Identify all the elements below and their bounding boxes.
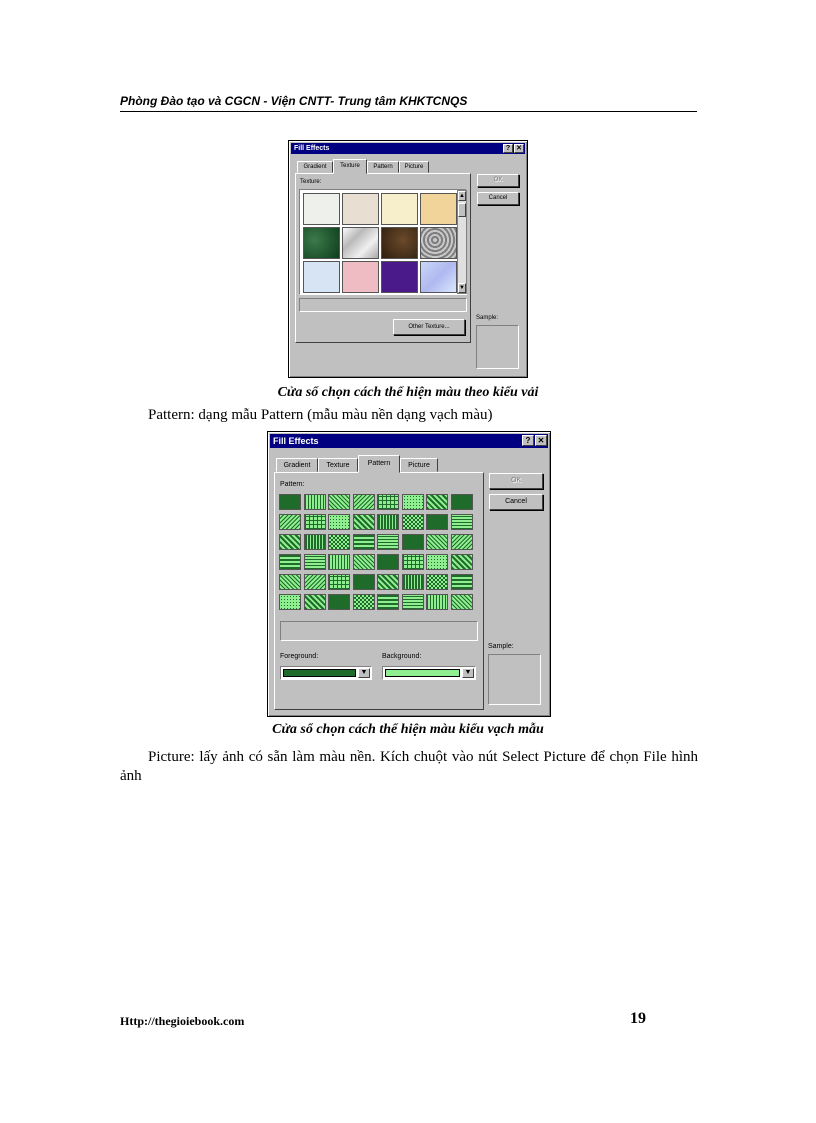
texture-swatch[interactable]: [342, 261, 379, 293]
help-button[interactable]: ?: [503, 144, 513, 153]
paragraph-picture: Picture: lấy ảnh có sẵn làm màu nền. Kích chuột vào nút Select Picture để chọn File hình ảnh: [120, 749, 698, 784]
pattern-swatch[interactable]: [304, 554, 326, 570]
pattern-grid[interactable]: [279, 494, 479, 616]
page-header: Phòng Đào tạo và CGCN - Viện CNTT- Trung tâm KHKTCNQS: [120, 94, 468, 108]
pattern-swatch[interactable]: [328, 494, 350, 510]
pattern-swatch[interactable]: [426, 554, 448, 570]
pattern-swatch[interactable]: [451, 574, 473, 590]
pattern-swatch[interactable]: [328, 554, 350, 570]
texture-swatch[interactable]: [381, 227, 418, 259]
chevron-down-icon[interactable]: ▼: [358, 668, 370, 678]
pattern-swatch[interactable]: [377, 514, 399, 530]
pattern-swatch[interactable]: [402, 514, 424, 530]
pattern-swatch[interactable]: [451, 554, 473, 570]
scroll-thumb[interactable]: [458, 203, 466, 217]
cancel-button[interactable]: Cancel: [477, 192, 519, 205]
texture-grid[interactable]: [299, 189, 467, 295]
tab-texture[interactable]: Texture: [333, 159, 367, 174]
foreground-color: [283, 669, 356, 677]
chevron-down-icon[interactable]: ▼: [462, 668, 474, 678]
pattern-swatch[interactable]: [328, 534, 350, 550]
texture-scrollbar[interactable]: [457, 190, 467, 294]
pattern-swatch[interactable]: [377, 574, 399, 590]
scroll-down-icon[interactable]: ▼: [459, 285, 465, 291]
pattern-swatch[interactable]: [353, 534, 375, 550]
caption-pattern: Cửa sổ chọn cách thể hiện màu kiểu vạch mẫu: [272, 722, 544, 737]
pattern-swatch[interactable]: [304, 494, 326, 510]
footer-url: Http://thegioiebook.com: [120, 1014, 245, 1028]
pattern-swatch[interactable]: [426, 594, 448, 610]
pattern-swatch[interactable]: [377, 554, 399, 570]
page-number: 19: [630, 1010, 646, 1027]
foreground-label: Foreground:: [280, 653, 319, 660]
texture-swatch[interactable]: [420, 261, 457, 293]
scroll-up-icon[interactable]: ▲: [459, 193, 465, 199]
pattern-swatch[interactable]: [328, 594, 350, 610]
pattern-swatch[interactable]: [377, 534, 399, 550]
pattern-label: Pattern:: [280, 481, 305, 488]
header-rule: [120, 111, 697, 112]
pattern-swatch[interactable]: [353, 514, 375, 530]
pattern-swatch[interactable]: [451, 594, 473, 610]
pattern-swatch[interactable]: [279, 594, 301, 610]
texture-swatch[interactable]: [342, 193, 379, 225]
close-button[interactable]: ✕: [535, 435, 547, 446]
tab-texture[interactable]: Texture: [318, 458, 358, 472]
fill-effects-dialog-texture: [288, 140, 528, 378]
dialog-title: Fill Effects: [273, 436, 319, 446]
tab-gradient[interactable]: Gradient: [276, 458, 318, 472]
other-texture-button[interactable]: Other Texture...: [393, 319, 465, 335]
pattern-swatch[interactable]: [353, 574, 375, 590]
tab-gradient[interactable]: Gradient: [297, 161, 333, 173]
pattern-swatch[interactable]: [426, 494, 448, 510]
pattern-swatch[interactable]: [451, 514, 473, 530]
texture-swatch[interactable]: [303, 193, 340, 225]
pattern-swatch[interactable]: [451, 494, 473, 510]
foreground-select[interactable]: [280, 666, 372, 680]
pattern-swatch[interactable]: [353, 494, 375, 510]
sample-preview: [488, 654, 541, 705]
pattern-swatch[interactable]: [279, 554, 301, 570]
help-button[interactable]: ?: [522, 435, 534, 446]
paragraph-pattern: Pattern: dạng mẫu Pattern (mẫu màu nền dạng vạch màu): [148, 407, 493, 423]
texture-name-box: [299, 298, 467, 312]
texture-swatch[interactable]: [381, 261, 418, 293]
fill-effects-dialog-pattern: [267, 431, 551, 717]
caption-texture: Cửa sổ chọn cách thể hiện màu theo kiểu vải: [277, 385, 539, 400]
texture-swatch[interactable]: [420, 193, 457, 225]
pattern-swatch[interactable]: [279, 514, 301, 530]
pattern-swatch[interactable]: [304, 594, 326, 610]
tab-picture[interactable]: Picture: [400, 458, 438, 472]
dialog-title: Fill Effects: [294, 145, 330, 152]
background-color: [385, 669, 460, 677]
texture-swatch[interactable]: [342, 227, 379, 259]
tab-picture[interactable]: Picture: [399, 161, 429, 173]
pattern-swatch[interactable]: [377, 594, 399, 610]
ok-button[interactable]: OK: [477, 174, 519, 187]
pattern-swatch[interactable]: [304, 574, 326, 590]
pattern-swatch[interactable]: [402, 534, 424, 550]
texture-swatch[interactable]: [303, 261, 340, 293]
background-label: Background:: [382, 653, 422, 660]
dialog-titlebar: [291, 143, 525, 154]
pattern-swatch[interactable]: [328, 514, 350, 530]
pattern-swatch[interactable]: [353, 594, 375, 610]
tab-pattern[interactable]: Pattern: [358, 455, 400, 473]
pattern-swatch[interactable]: [279, 494, 301, 510]
pattern-swatch[interactable]: [402, 594, 424, 610]
texture-label: Texture:: [300, 179, 322, 185]
ok-button[interactable]: OK: [489, 473, 543, 489]
pattern-swatch[interactable]: [402, 554, 424, 570]
sample-label: Sample:: [476, 315, 499, 321]
pattern-swatch[interactable]: [426, 534, 448, 550]
pattern-name-box: [280, 621, 478, 641]
pattern-swatch[interactable]: [304, 534, 326, 550]
sample-preview: [476, 325, 519, 369]
texture-swatch[interactable]: [303, 227, 340, 259]
texture-swatch[interactable]: [381, 193, 418, 225]
pattern-swatch[interactable]: [451, 534, 473, 550]
sample-label: Sample:: [488, 643, 514, 650]
close-button[interactable]: ✕: [514, 144, 524, 153]
pattern-swatch[interactable]: [402, 574, 424, 590]
pattern-swatch[interactable]: [279, 534, 301, 550]
cancel-button[interactable]: Cancel: [489, 494, 543, 510]
pattern-swatch[interactable]: [328, 574, 350, 590]
pattern-swatch[interactable]: [426, 514, 448, 530]
background-select[interactable]: [382, 666, 476, 680]
pattern-swatch[interactable]: [279, 574, 301, 590]
pattern-swatch[interactable]: [377, 494, 399, 510]
dialog-titlebar: [270, 434, 548, 448]
pattern-swatch[interactable]: [353, 554, 375, 570]
pattern-swatch[interactable]: [304, 514, 326, 530]
texture-swatch[interactable]: [420, 227, 457, 259]
tab-pattern[interactable]: Pattern: [367, 161, 399, 173]
pattern-swatch[interactable]: [426, 574, 448, 590]
pattern-swatch[interactable]: [402, 494, 424, 510]
